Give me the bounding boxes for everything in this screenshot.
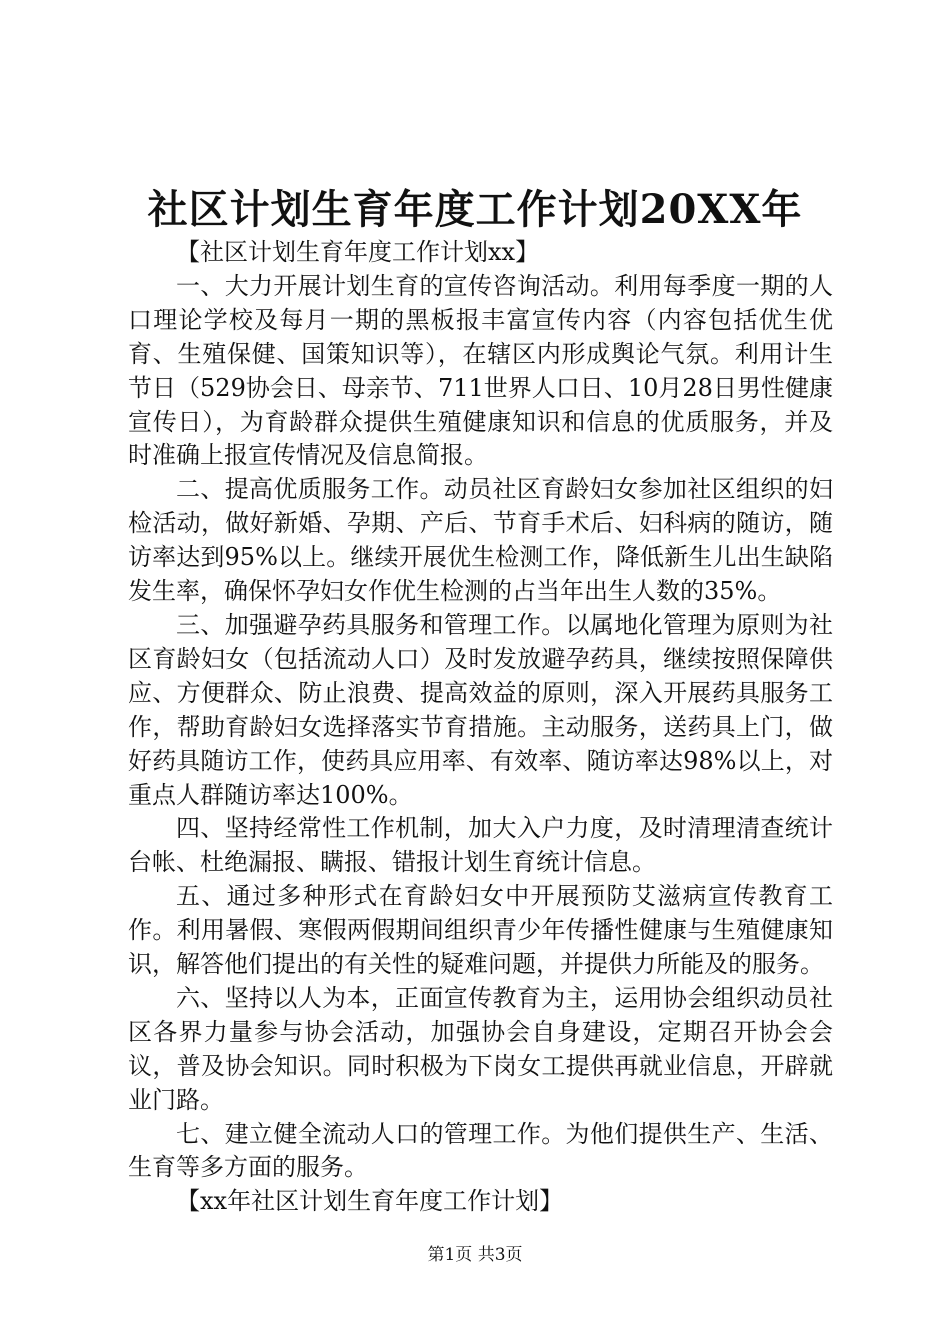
paragraph-7: 七、建立健全流动人口的管理工作。为他们提供生产、生活、生育等多方面的服务。 <box>128 1119 833 1182</box>
paragraph-6: 六、坚持以人为本，正面宣传教育为主，运用协会组织动员社区各界力量参与协会活动，加强协会自身建设，定期召开协会会议，普及协会知识。同时积极为下岗女工提供再就业信息，开辟就业门路。 <box>128 983 833 1114</box>
paragraph-3: 三、加强避孕药具服务和管理工作。以属地化管理为原则为社区育龄妇女（包括流动人口）及时发放避孕药具，继续按照保障供应、方便群众、防止浪费、提高效益的原则，深入开展药具服务工作，帮助育龄妇女选择落实节育措施。主动服务，送药具上门，做好药具随访工作，使药具应用率、有效率、随访率达98%以上，对重点人群随访率达100%。 <box>128 610 833 809</box>
section-heading-2: 【xx年社区计划生育年度工作计划】 <box>176 1187 564 1216</box>
page-number-footer: 第1页 共3页 <box>427 1245 523 1265</box>
section-heading: 【社区计划生育年度工作计划xx】 <box>176 238 540 266</box>
paragraph-1: 一、大力开展计划生育的宣传咨询活动。利用每季度一期的人口理论学校及每月一期的黑板报丰富宣传内容（内容包括优生优育、生殖保健、国策知识等），在辖区内形成舆论气氛。利用计生节日（529协会日、母亲节、711世界人口日、10月28日男性健康宣传日），为育龄群众提供生殖健康知识和信息的优质服务，并及时准确上报宣传情况及信息简报。 <box>128 271 833 470</box>
document-title: 社区计划生育年度工作计划20XX年 <box>147 186 803 233</box>
document-body <box>128 236 833 1219</box>
paragraph-5: 五、通过多种形式在育龄妇女中开展预防艾滋病宣传教育工作。利用暑假、寒假两假期间组织青少年传播性健康与生殖健康知识，解答他们提出的有关性的疑难问题，并提供力所能及的服务。 <box>128 882 833 979</box>
paragraph-2: 二、提高优质服务工作。动员社区育龄妇女参加社区组织的妇检活动，做好新婚、孕期、产后、节育手术后、妇科病的随访，随访率达到95%以上。继续开展优生检测工作，降低新生儿出生缺陷发生率，确保怀孕妇女作优生检测的占当年出生人数的35%。 <box>128 475 833 606</box>
paragraph-4: 四、坚持经常性工作机制，加大入户力度，及时清理清查统计台帐、杜绝漏报、瞒报、错报计划生育统计信息。 <box>128 814 833 877</box>
